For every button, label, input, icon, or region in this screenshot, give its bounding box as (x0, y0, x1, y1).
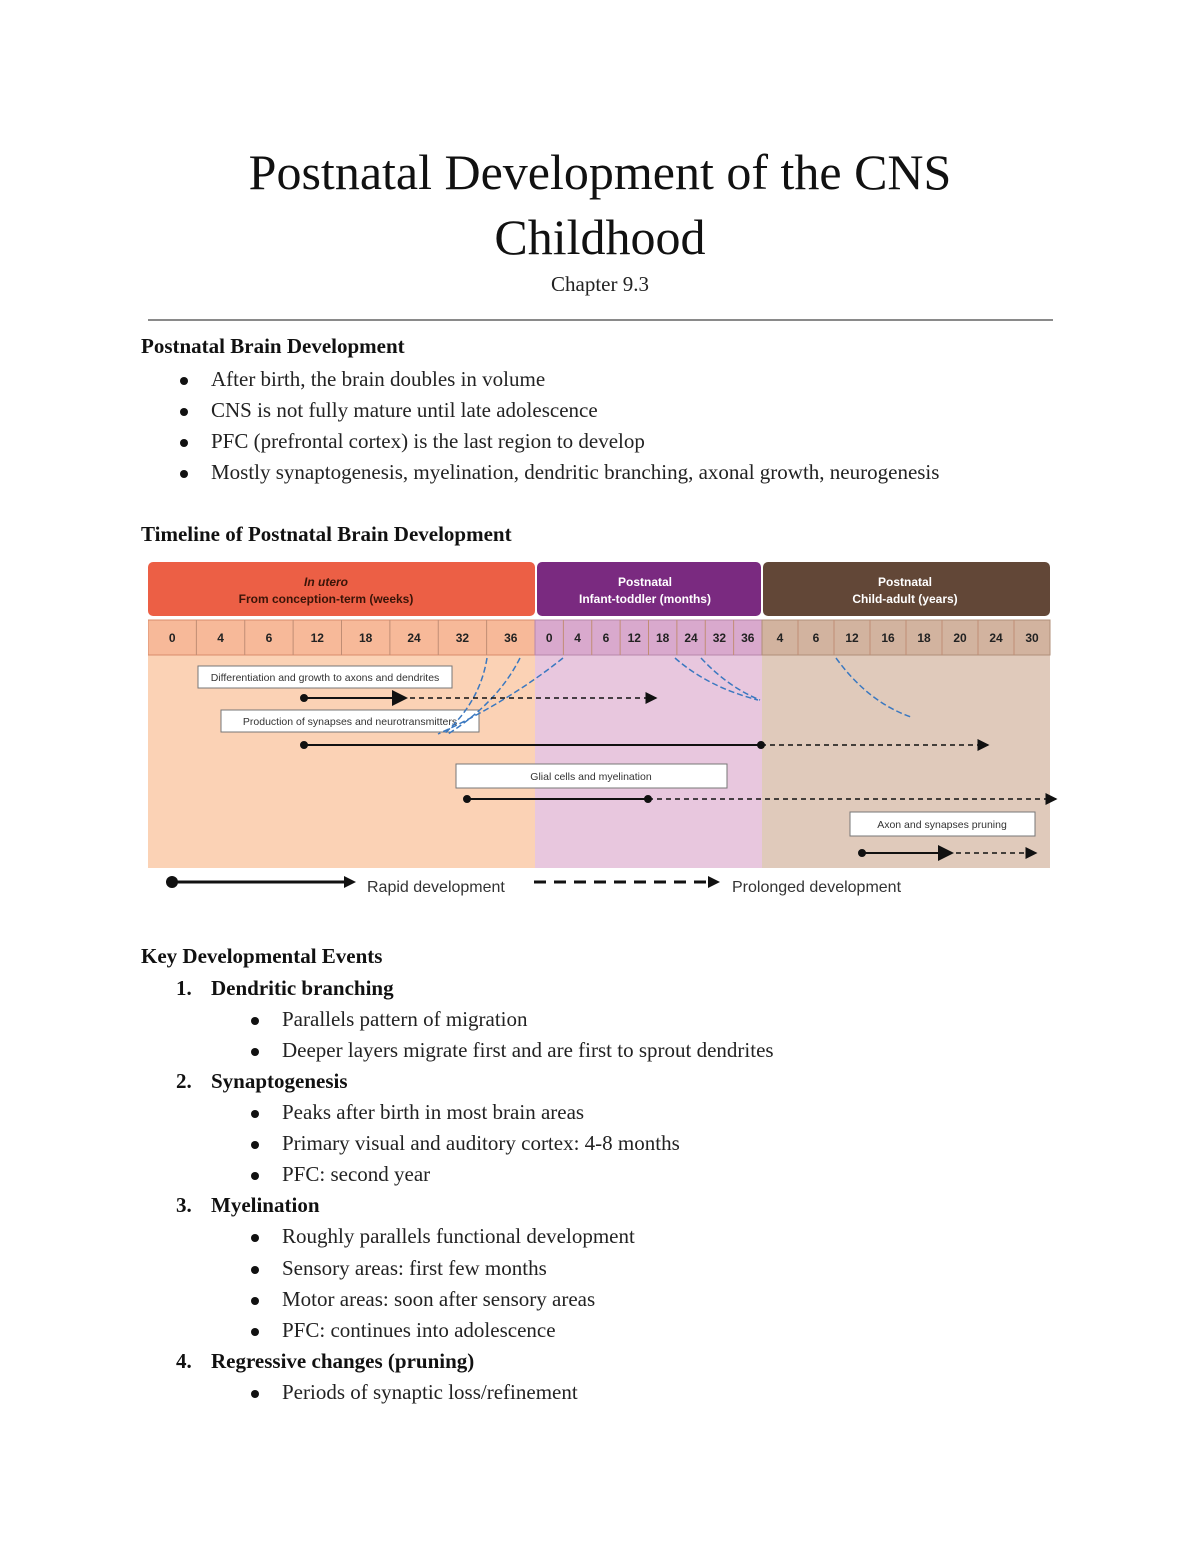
list-item: CNS is not fully mature until late adolescence (211, 398, 598, 422)
list-item: Motor areas: soon after sensory areas (282, 1287, 596, 1311)
tick-week-label: 18 (359, 631, 373, 645)
list-item: Periods of synaptic loss/refinement (282, 1380, 578, 1404)
phase-sublabel-infant-toddler: Infant-toddler (months) (579, 592, 711, 606)
event-title: Regressive changes (pruning) (211, 1349, 475, 1373)
section-heading-key-events: Key Developmental Events (141, 944, 383, 968)
tick-year-label: 30 (1025, 631, 1039, 645)
list-item: Peaks after birth in most brain areas (282, 1100, 585, 1124)
event-title: Dendritic branching (211, 976, 394, 1000)
list-number: 4. (176, 1349, 192, 1373)
page-title-line2: Childhood (494, 209, 706, 265)
list-item: Deeper layers migrate first and are first to sprout dendrites (282, 1038, 774, 1062)
page-title: Postnatal Development of the CNS (248, 144, 952, 200)
tick-year-label: 24 (989, 631, 1003, 645)
process-label-synapses: Production of synapses and neurotransmitters (242, 716, 458, 728)
tick-week-label: 24 (407, 631, 421, 645)
diagram-legend (166, 876, 902, 896)
phase-header-in-utero (148, 562, 535, 616)
list-number: 2. (176, 1069, 192, 1093)
chapter-label: Chapter 9.3 (551, 272, 649, 296)
tick-month-label: 4 (574, 631, 581, 645)
bullet-icon (251, 1110, 259, 1118)
tick-month-label: 18 (656, 631, 670, 645)
tick-week-label: 4 (217, 631, 224, 645)
bullet-icon (251, 1172, 259, 1180)
bullet-icon (251, 1017, 259, 1025)
timeline-diagram (148, 562, 1058, 902)
bullet-icon (251, 1266, 259, 1274)
bullet-icon (251, 1234, 259, 1242)
list-item: PFC (prefrontal cortex) is the last region to develop (211, 429, 645, 453)
phase-sublabel-in-utero: From conception-term (weeks) (238, 592, 414, 606)
phase-label-child-adult: Postnatal (877, 575, 933, 589)
list-item: After birth, the brain doubles in volume (211, 367, 546, 391)
tick-year-label: 12 (845, 631, 859, 645)
process-label-differentiation: Differentiation and growth to axons and dendrites (210, 672, 440, 684)
bullet-icon (251, 1390, 259, 1398)
process-label-pruning: Axon and synapses pruning (877, 819, 1007, 831)
list-item: Primary visual and auditory cortex: 4-8 months (282, 1131, 680, 1155)
phase-label-infant-toddler: Postnatal (617, 575, 673, 589)
tick-month-label: 32 (712, 631, 727, 645)
tick-week-label: 36 (504, 631, 518, 645)
list-number: 1. (176, 976, 192, 1000)
section-heading-timeline: Timeline of Postnatal Brain Development (141, 522, 512, 546)
tick-month-label: 24 (684, 631, 698, 645)
phase-sublabel-child-adult: Child-adult (years) (852, 592, 958, 606)
bullet-icon (251, 1141, 259, 1149)
phase-label-in-utero: In utero (304, 575, 348, 589)
title-divider (148, 319, 1053, 321)
legend-prolonged-label: Prolonged development (732, 879, 902, 896)
bullet-icon (251, 1048, 259, 1056)
tick-year-label: 16 (881, 631, 895, 645)
tick-month-label: 12 (627, 631, 641, 645)
list-item: PFC: continues into adolescence (282, 1318, 556, 1342)
bullet-icon (180, 439, 188, 447)
list-number: 3. (176, 1193, 192, 1217)
event-title: Myelination (211, 1193, 320, 1217)
legend-rapid-label: Rapid development (367, 879, 505, 896)
phase-header-infant-toddler (537, 562, 761, 616)
list-item: PFC: second year (282, 1162, 431, 1186)
tick-week-label: 32 (455, 631, 470, 645)
tick-month-label: 6 (602, 631, 610, 645)
process-label-myelination: Glial cells and myelination (530, 771, 652, 783)
tick-year-label: 6 (812, 631, 820, 645)
band-infant-toddler (535, 655, 762, 868)
list-item: Mostly synaptogenesis, myelination, dendritic branching, axonal growth, neurogenesis (211, 460, 940, 484)
phase-header-child-adult (763, 562, 1050, 616)
bullet-icon (180, 408, 188, 416)
bullet-icon (180, 470, 188, 478)
list-item: Sensory areas: first few months (282, 1256, 547, 1280)
bullet-icon (180, 377, 188, 385)
tick-week-label: 6 (265, 631, 273, 645)
tick-year-label: 4 (776, 631, 784, 645)
tick-month-label: 36 (741, 631, 755, 645)
event-title: Synaptogenesis (211, 1069, 348, 1093)
tick-week-label: 12 (310, 631, 324, 645)
list-item: Parallels pattern of migration (282, 1007, 528, 1031)
bullet-icon (251, 1328, 259, 1336)
tick-month-label: 0 (545, 631, 553, 645)
tick-year-label: 20 (953, 631, 967, 645)
bullet-icon (251, 1297, 259, 1305)
tick-year-label: 18 (917, 631, 931, 645)
list-item: Roughly parallels functional development (282, 1224, 635, 1248)
section-heading-postnatal-brain-development: Postnatal Brain Development (141, 334, 405, 358)
tick-week-label: 0 (168, 631, 176, 645)
